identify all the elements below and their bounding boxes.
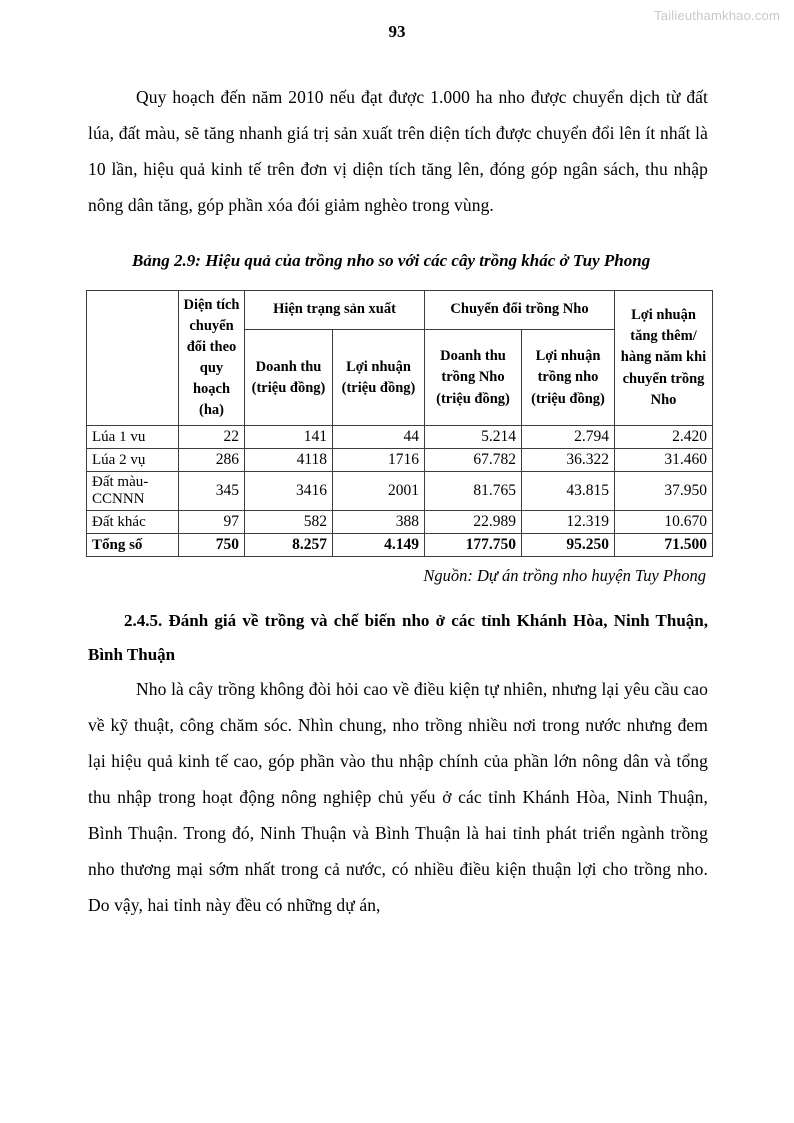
header-group-converted: Chuyển đổi trồng Nho <box>425 290 615 330</box>
section-heading: 2.4.5. Đánh giá về trồng và chế biến nho ở các tỉnh Khánh Hòa, Ninh Thuận, Bình Thuận <box>88 611 708 665</box>
table-caption: Bảng 2.9: Hiệu quả của trồng nho so với các cây trồng khác ở Tuy Phong <box>132 250 651 270</box>
cell-converted-revenue: 81.765 <box>425 472 522 511</box>
cell-converted-profit: 36.322 <box>522 449 615 472</box>
cell-current-revenue: 141 <box>245 426 333 449</box>
header-gain: Lợi nhuận tăng thêm/ hàng năm khi chuyển trồng Nho <box>615 290 713 426</box>
cell-gain: 2.420 <box>615 426 713 449</box>
cell-converted-revenue: 22.989 <box>425 511 522 534</box>
cell-area: 97 <box>179 511 245 534</box>
table-head <box>87 290 713 426</box>
row-label: Lúa 1 vu <box>87 426 179 449</box>
page-content <box>88 80 708 924</box>
cell-current-revenue: 8.257 <box>245 534 333 557</box>
cell-gain: 31.460 <box>615 449 713 472</box>
cell-current-revenue: 3416 <box>245 472 333 511</box>
cell-converted-revenue: 5.214 <box>425 426 522 449</box>
header-area: Diện tích chuyển đổi theo quy hoạch (ha) <box>179 290 245 426</box>
table-row <box>87 449 713 472</box>
header-converted-profit: Lợi nhuận trồng nho (triệu đồng) <box>522 330 615 426</box>
cell-current-revenue: 4118 <box>245 449 333 472</box>
cell-area: 750 <box>179 534 245 557</box>
cell-gain: 71.500 <box>615 534 713 557</box>
cell-converted-revenue: 67.782 <box>425 449 522 472</box>
header-current-profit: Lợi nhuận (triệu đồng) <box>333 330 425 426</box>
cell-current-profit: 1716 <box>333 449 425 472</box>
table-body <box>87 426 713 557</box>
row-label: Lúa 2 vụ <box>87 449 179 472</box>
row-label: Đất khác <box>87 511 179 534</box>
closing-paragraph: Nho là cây trồng không đòi hỏi cao về điều kiện tự nhiên, nhưng lại yêu cầu cao về kỹ thuật, công chăm sóc. Nhìn chung, nho trồng nhiều nơi trong nước nhưng đem lại hiệu quả kinh tế cao, góp phần vào thu nhập chính của phần lớn nông dân và tổng thu nhập trong hoạt động nông nghiệp chủ yếu ở các tỉnh Khánh Hòa, Ninh Thuận, Bình Thuận. Trong đó, Ninh Thuận và Bình Thuận là hai tỉnh phát triển ngành trồng nho thương mại sớm nhất trong cả nước, có nhiều điều kiện thuận lợi cho trồng nho. Do vậy, hai tỉnh này đều có những dự án, <box>88 679 708 915</box>
header-group-current: Hiện trạng sản xuất <box>245 290 425 330</box>
cell-current-profit: 2001 <box>333 472 425 511</box>
intro-paragraph: Quy hoạch đến năm 2010 nếu đạt được 1.000 ha nho được chuyển dịch từ đất lúa, đất màu, sẽ tăng nhanh giá trị sản xuất trên diện tích được chuyển đổi lên ít nhất là 10 lần, hiệu quả kinh tế trên đơn vị diện tích tăng lên, đóng góp ngân sách, thu nhập nông dân tăng, góp phần xóa đói giảm nghèo trong vùng. <box>88 87 708 215</box>
watermark: Tailieuthamkhao.com <box>654 8 780 23</box>
cell-current-revenue: 582 <box>245 511 333 534</box>
table-total-row <box>87 534 713 557</box>
header-current-revenue: Doanh thu (triệu đồng) <box>245 330 333 426</box>
header-rowlabel <box>87 290 179 426</box>
table-row <box>87 426 713 449</box>
cell-gain: 37.950 <box>615 472 713 511</box>
page-number: 93 <box>388 22 406 41</box>
cell-converted-profit: 12.319 <box>522 511 615 534</box>
efficiency-table <box>86 290 713 558</box>
cell-current-profit: 388 <box>333 511 425 534</box>
table-source: Nguồn: Dự án trồng nho huyện Tuy Phong <box>423 566 706 586</box>
cell-area: 345 <box>179 472 245 511</box>
cell-current-profit: 44 <box>333 426 425 449</box>
cell-converted-profit: 43.815 <box>522 472 615 511</box>
cell-area: 22 <box>179 426 245 449</box>
cell-current-profit: 4.149 <box>333 534 425 557</box>
cell-converted-profit: 95.250 <box>522 534 615 557</box>
cell-gain: 10.670 <box>615 511 713 534</box>
cell-converted-revenue: 177.750 <box>425 534 522 557</box>
table-row <box>87 511 713 534</box>
table-header-row-1 <box>87 290 713 330</box>
table-row <box>87 472 713 511</box>
row-label: Tổng số <box>87 534 179 557</box>
cell-converted-profit: 2.794 <box>522 426 615 449</box>
cell-area: 286 <box>179 449 245 472</box>
row-label: Đất màu-CCNNN <box>87 472 179 511</box>
header-converted-revenue: Doanh thu trồng Nho (triệu đồng) <box>425 330 522 426</box>
